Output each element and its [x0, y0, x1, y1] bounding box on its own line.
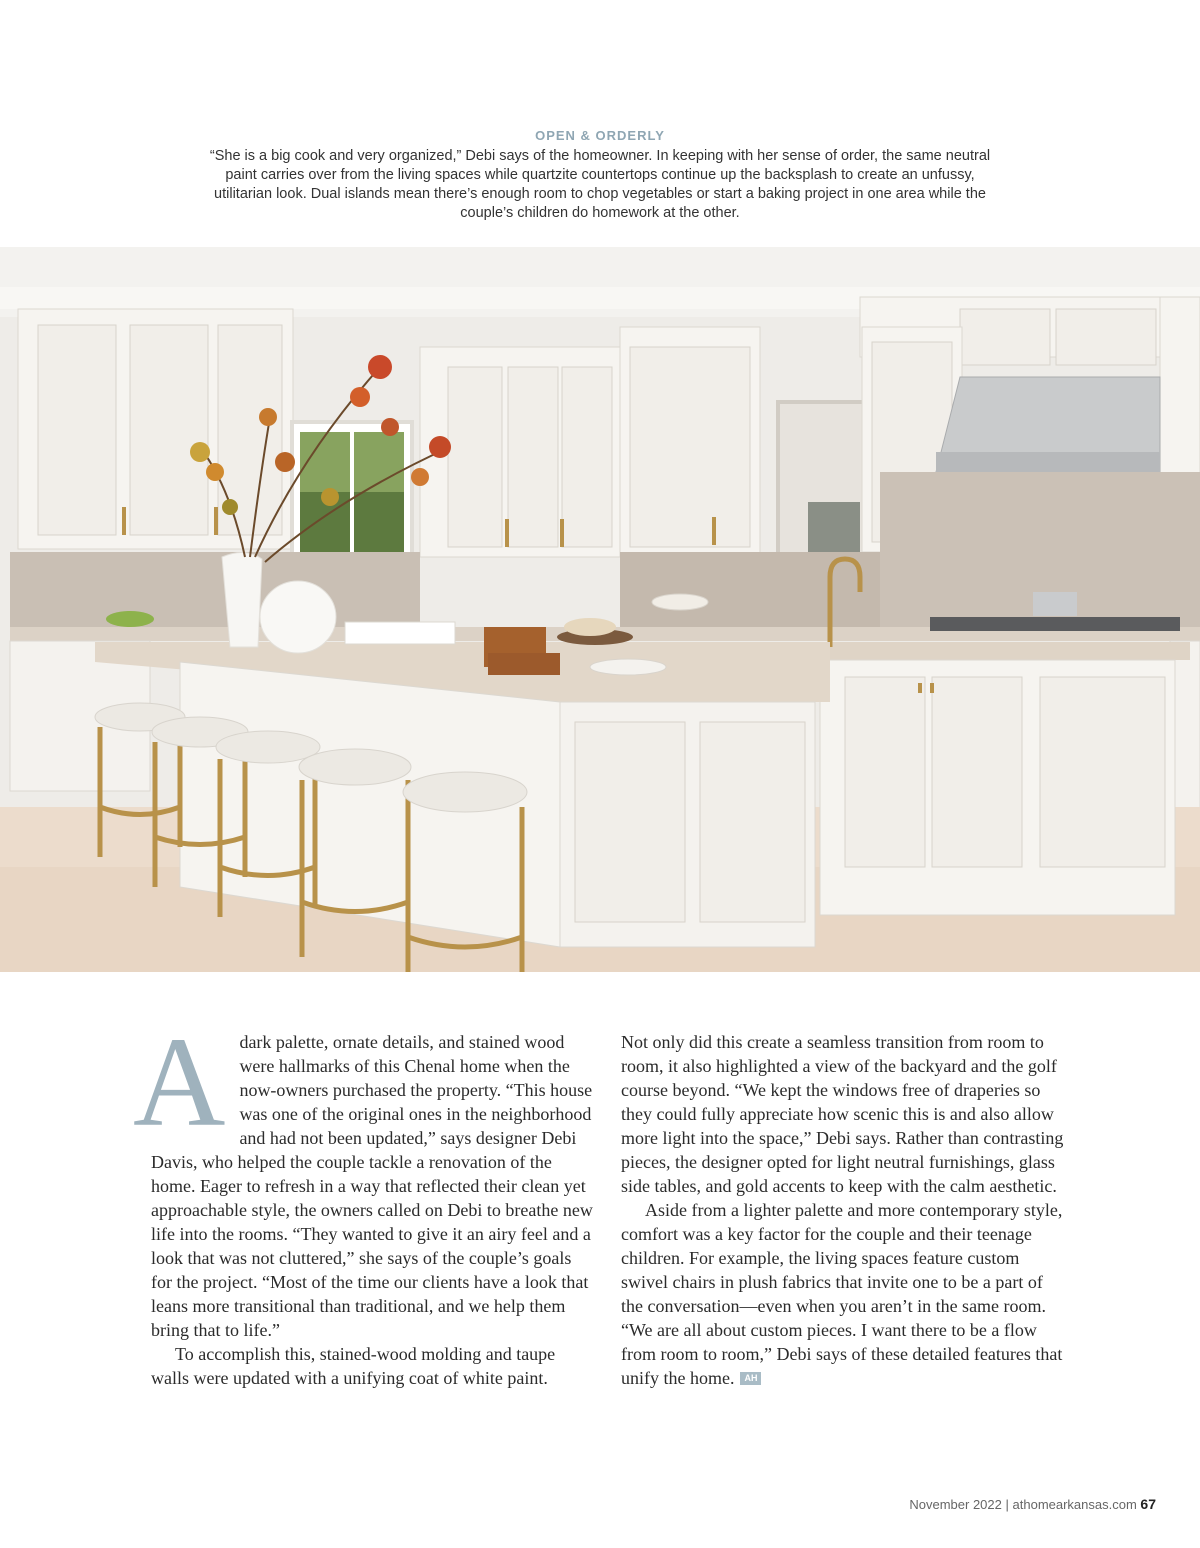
stock-pot-body: [1033, 592, 1077, 616]
photo-caption: [200, 128, 1000, 223]
kitchen-photo: [0, 247, 1200, 972]
island-right: [820, 642, 1190, 915]
range-hood: [936, 377, 1160, 472]
article-paragraph-2: To accomplish this, stained-wood molding and taupe walls were updated with a unifying coat of white paint.: [151, 1344, 556, 1388]
upper-cabinets-center: [420, 327, 760, 557]
backsplash-center: [620, 552, 880, 632]
footer-separator: |: [1005, 1497, 1009, 1512]
page-number: 67: [1140, 1496, 1156, 1512]
article-paragraph-4: [621, 1198, 1066, 1390]
backsplash-left: [10, 552, 420, 632]
article-paragraph-4-text: Aside from a lighter palette and more contemporary style, comfort was a key factor for the couple and their teenage children. For example, the living spaces feature custom swivel chairs in plush fabrics that invite one to be a part of the conversation—even when you aren’t in the same room. “We are all about custom pieces. I want there to be a flow from room to room,” Debi says of these detailed features that unify the home.: [621, 1200, 1063, 1388]
cooktop: [930, 617, 1180, 631]
page-footer: [909, 1496, 1156, 1512]
article-paragraph-3: Not only did this create a seamless transition from room to room, it also highlighted a view of the backyard and the golf course beyond. “We kept the windows free of draperies so they could fully appreciate how scenic this is and also allow more light into the space,” Debi says. Rather than contrasting pieces, the designer opted for light neutral furnishings, glass side tables, and gold accents to keep with the calm aesthetic.: [621, 1032, 1064, 1196]
end-mark-badge: AH: [740, 1372, 761, 1385]
fruit-bowl: [106, 611, 154, 627]
footer-issue: November 2022: [909, 1497, 1002, 1512]
farmhouse-sink: [345, 622, 455, 644]
footer-site: athomearkansas.com: [1012, 1497, 1137, 1512]
article-column-left: [133, 1011, 596, 1390]
kitchen-illustration: [0, 247, 1200, 972]
caption-heading: OPEN & ORDERLY: [535, 128, 665, 143]
drop-cap: A: [133, 1011, 226, 1153]
sliced-bread: [488, 653, 560, 675]
article-column-right: [621, 1030, 1066, 1390]
upper-cabinets-left: [18, 309, 293, 549]
article-paragraph-1-text: dark palette, ornate details, and stained wood were hallmarks of this Chenal home when the now-owners purchased the property. “This house was one of the original ones in the neighborhood and had not been updated,” says designer Debi Davis, who helped the couple tackle a renovation of the home. Eager to refresh in a way that reflected their clean yet approachable style, the owners called on Debi to breathe new life into the rooms. “They wanted to give it an airy feel and a look that was not cluttered,” she says of the couple’s goals for the project. “Most of the time our clients have a look that leans more transitional than traditional, and we help them bring that to life.”: [151, 1032, 593, 1340]
pastries: [564, 618, 616, 636]
article-paragraph-1: [133, 1011, 596, 1342]
ceramic-bowl: [652, 594, 708, 610]
caption-text: “She is a big cook and very organized,” Debi says of the homeowner. In keeping with her sense of order, the same neutral paint carries over from the living spaces while quartzite countertops continue up the backsplash to create an unfussy, utilitarian look. Dual islands mean there’s enough room to chop vegetables or start a baking project in one area while the couple’s children do homework at the other.: [209, 148, 991, 221]
cracker-plate: [590, 659, 666, 675]
